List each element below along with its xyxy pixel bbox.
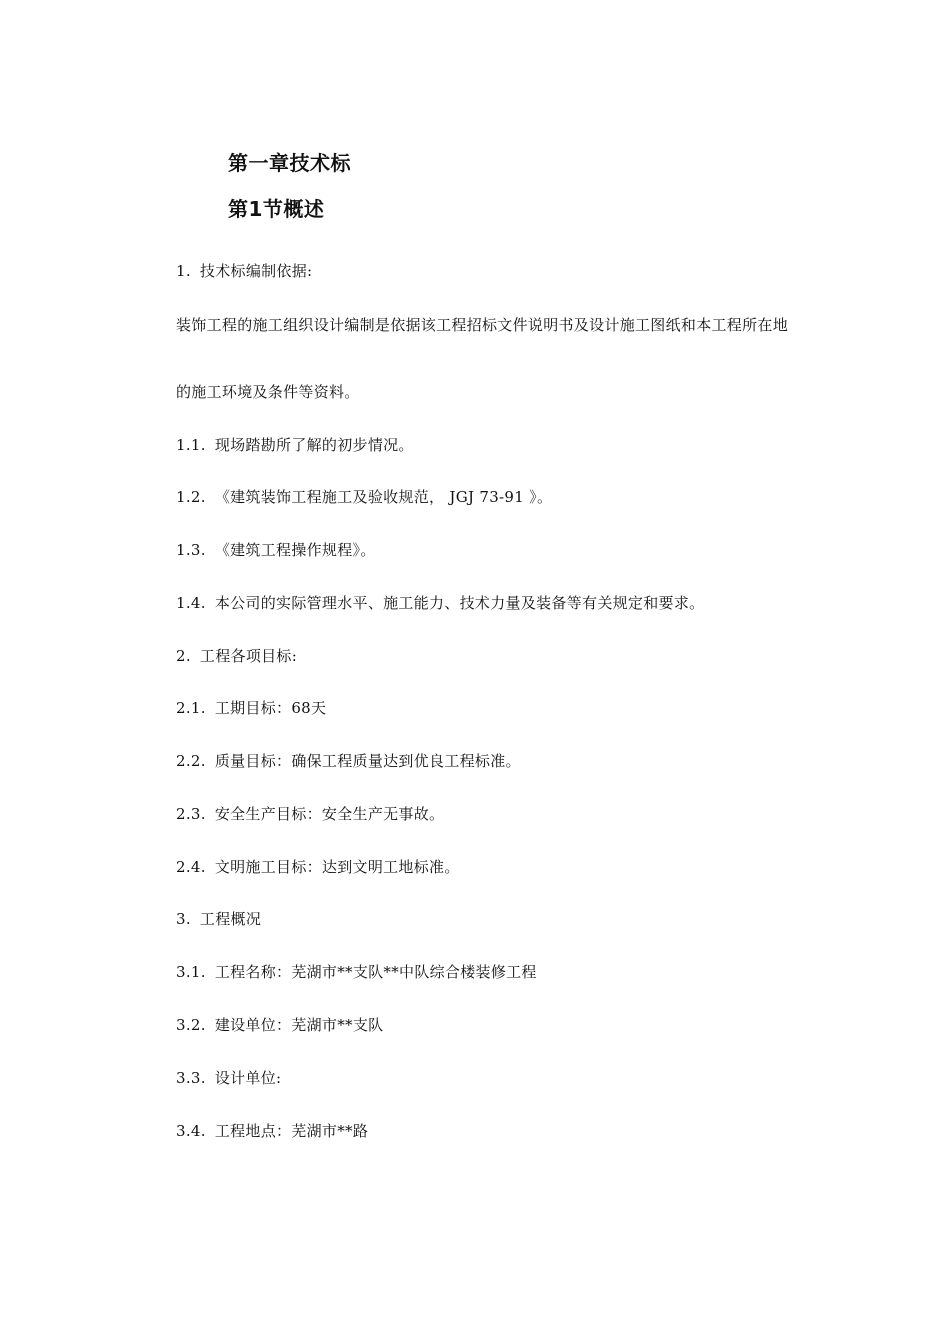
item-number: 2.1.	[176, 699, 206, 717]
item-text: 装饰工程的施工组织设计编制是依据该工程招标文件说明书及设计施工图纸和本工程所在地	[176, 316, 789, 334]
item-number: 2.3.	[176, 805, 206, 823]
list-item-2-3	[176, 803, 444, 824]
item-number: 2.2.	[176, 752, 206, 770]
item-number: 3.	[176, 910, 191, 928]
list-item-1-4	[176, 592, 704, 613]
list-item-2	[176, 645, 297, 666]
item-number: 1.4.	[176, 594, 206, 612]
item-number: 3.1.	[176, 963, 206, 981]
list-item-1-1	[176, 434, 414, 455]
item-text: 工程各项目标:	[199, 647, 298, 665]
item-text: 质量目标：确保工程质量达到优良工程标准。	[214, 752, 521, 770]
item-text: 工程名称：芜湖市**支队**中队综合楼装修工程	[214, 963, 537, 981]
item-text: 的施工环境及条件等资料。	[176, 383, 360, 401]
item-number: 1.	[176, 262, 191, 280]
item-number: 1.1.	[176, 436, 206, 454]
list-item-2-2	[176, 750, 521, 771]
list-item-3-1	[176, 961, 537, 982]
item-text: 工程概况	[199, 910, 262, 928]
section-title: 第1节概述	[228, 197, 325, 221]
item-number: 2.	[176, 647, 191, 665]
item-text: 工期目标：68天	[214, 699, 327, 717]
item-number: 3.2.	[176, 1016, 206, 1034]
item-text: 《建筑工程操作规程》。	[214, 541, 376, 559]
item-text: 《建筑装饰工程施工及验收规范， JGJ 73-91 》。	[214, 488, 553, 506]
list-item-1-2	[176, 486, 552, 507]
list-item-1	[176, 260, 312, 281]
list-item-2-4	[176, 856, 460, 877]
item-number: 2.4.	[176, 858, 206, 876]
item-text: 文明施工目标：达到文明工地标准。	[214, 858, 460, 876]
list-item-2-1	[176, 697, 326, 718]
paragraph-line-1	[176, 314, 788, 335]
list-item-3-4	[176, 1120, 368, 1141]
chapter-title: 第一章技术标	[228, 151, 351, 175]
list-item-1-3	[176, 539, 376, 560]
list-item-3-2	[176, 1014, 383, 1035]
item-text: 安全生产目标：安全生产无事故。	[214, 805, 445, 823]
item-text: 工程地点：芜湖市**路	[214, 1122, 369, 1140]
item-text: 现场踏勘所了解的初步情况。	[214, 436, 414, 454]
item-text: 设计单位:	[214, 1069, 282, 1087]
item-number: 1.2.	[176, 488, 206, 506]
list-item-3-3	[176, 1067, 281, 1088]
list-item-3	[176, 908, 261, 929]
item-text: 本公司的实际管理水平、施工能力、技术力量及装备等有关规定和要求。	[214, 594, 705, 612]
item-number: 3.4.	[176, 1122, 206, 1140]
item-number: 1.3.	[176, 541, 206, 559]
paragraph-line-2	[176, 381, 360, 402]
item-text: 技术标编制依据:	[199, 262, 313, 280]
item-text: 建设单位：芜湖市**支队	[214, 1016, 384, 1034]
item-number: 3.3.	[176, 1069, 206, 1087]
